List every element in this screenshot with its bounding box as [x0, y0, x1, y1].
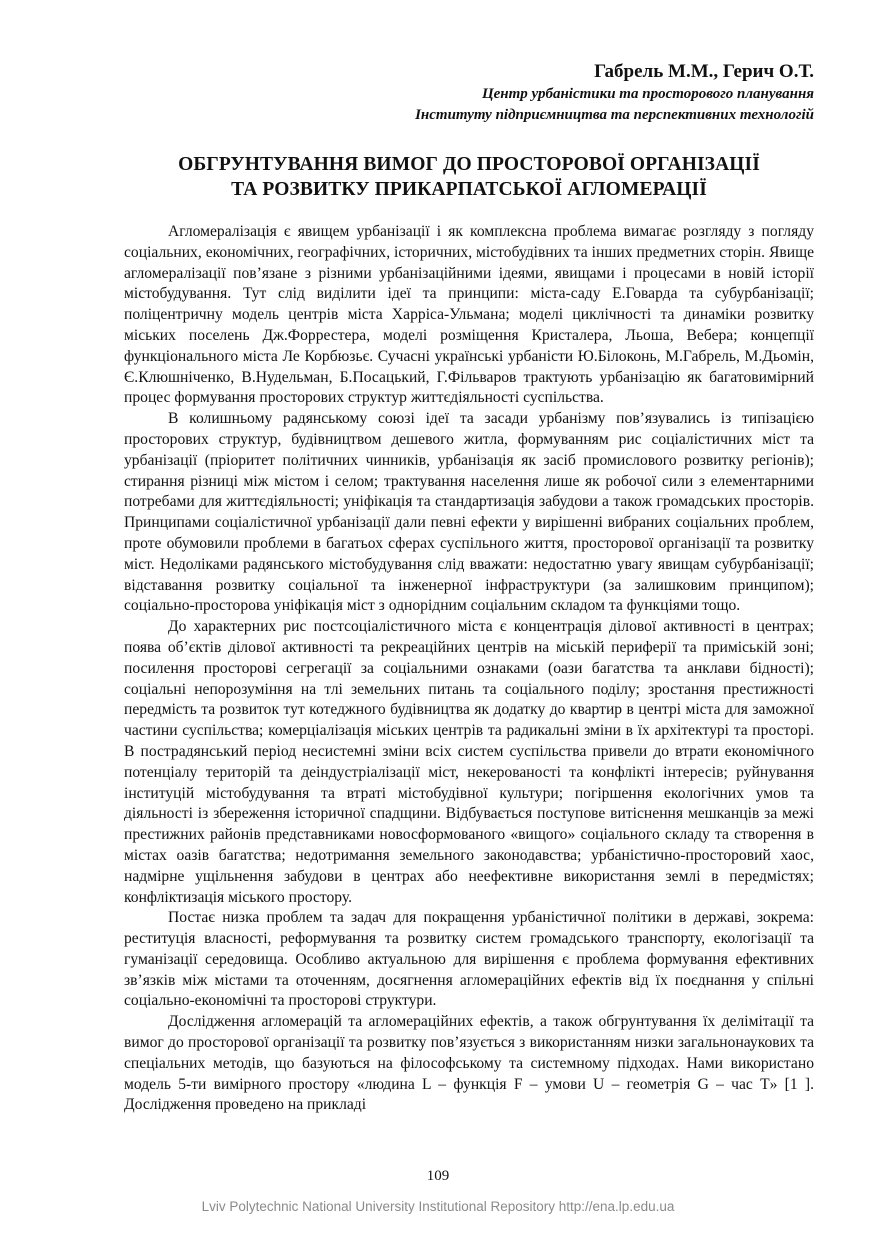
affiliation-center: Центр урбаністики та просторового планування — [481, 86, 814, 102]
title-line-2: ТА РОЗВИТКУ ПРИКАРПАТСЬКОЇ АГЛОМЕРАЦІЇ — [231, 179, 707, 200]
page-number: 109 — [426, 1168, 450, 1184]
article-title — [124, 152, 814, 202]
document-page — [124, 60, 814, 1116]
paragraph-1: Агломералізація є явищем урбанізації і як комплексна проблема вимагає розгляду з погляду соціальних, економічних, географічних, історичних, містобудівних та інших предметних сторін. Явище агломералізації пов’язане з різними урбанізаційними ідеями, явищами і процесами в новій історії містобудування. Тут слід виділити ідеї та принципи: міста-саду Е.Говарда та субурбанізації; поліцентричну модель центрів міста Харріса-Ульмана; моделі циклічності та динаміки розвитку міських поселень Дж.Форрестера, моделі розміщення Кристалера, Льоша, Вебера; концепції функціонального міста Ле Корбюзьє. Сучасні українські урбаністи Ю.Білоконь, М.Габрель, М.Дьомін, Є.Клюшніченко, В.Нудельман, Б.Посацький, Г.Фільваров трактують урбанізацію як багатовимірний процес формування просторових структур життєдіяльності суспільства. — [124, 223, 814, 407]
authors: Габрель М.М., Герич О.Т. — [594, 61, 814, 82]
paragraph-2: В колишньому радянському союзі ідеї та засади урбанізму пов’язувались із типізацією просторових структур, будівництвом дешевого житла, формуванням рис соціалістичних міст та урбанізації (пріоритет політичних чинників, урбанізація як засіб промислового розвитку регіонів); стирання різниці між містом і селом; трактування населення лише як робочої сили з елементарними потребами для життєдіяльності; уніфікація та стандартизація забудови а також громадських просторів. Принципами соціалістичної урбанізації дали певні ефекти у вирішенні вибраних соціальних проблем, проте обумовили проблеми в багатьох сферах суспільного життя, просторової організації та розвитку міст. Недоліками радянського містобудування слід вважати: недостатню увагу явищам субурбанізації; відставання розвитку соціальної та інженерної інфраструктури (за залишковим принципом); соціально-просторова уніфікація міст з однорідним соціальним складом та функціями тощо. — [124, 410, 814, 615]
paragraph-3: До характерних рис постсоціалістичного міста є концентрація ділової активності в центрах; поява об’єктів ділової активності та рекреаційних центрів на міській периферії та приміській зоні; посилення просторові сегрегації за соціальними ознаками (оази багатства та анклави бідності); соціальні непорозуміння на тлі земельних питань та соціального поділу; зростання престижності передмість та розвиток тут котеджного будівництва як додатку до квартир в центрі міста для заможної частини суспільства; комерціалізація міських центрів та радикальні зміни в їх архітектурі та просторі. В пострадянський період несистемні зміни всіх систем суспільства привели до втрати економічного потенціалу територій та деіндустріалізації міст, некерованості та конфлікті інтересів; руйнування інституцій містобудування та втраті містобудівної культури; погіршення екологічних умов та діяльності із збереження історичної спадщини. Відбувається поступове витіснення мешканців за межі престижних районів представниками новосформованого «вищого» соціального складу та створення в містах оазів багатства; недотримання земельного законодавства; урбаністично-просторовий хаос, надмірне ущільнення забудови в центрах або неефективне використання землі в передмістях; конфліктизація міського простору. — [124, 618, 814, 906]
repository-footer: Lviv Polytechnic National University Institutional Repository http://ena.lp.edu.ua — [201, 1199, 675, 1214]
affiliation-institute: Інституту підприємництва та перспективних технологій — [415, 107, 814, 123]
paragraph-5: Дослідження агломерацій та агломераційних ефектів, а також обгрунтування їх делімітації та вимог до просторової організації та розвитку пов’язується з використанням низки загальнонаукових та спеціальних методів, що базуються на філософському та системному підходах. Нами використано модель 5-ти вимірного простору «людина L – функція F – умови U – геометрія G – час T» [1 ]. Дослідження проведено на прикладі — [124, 1013, 814, 1114]
paragraph-4: Постає низка проблем та задач для покращення урбаністичної політики в державі, зокрема: реституція власності, реформування та розвитку систем громадського транспорту, екологізації та гуманізації середовища. Особливо актуальною для вирішення є проблема формування ефективних зв’язків між містами та оточенням, досягнення агломераційних ефектів від їх поєднання у спільні соціально-економічні та просторові структури. — [124, 909, 814, 1010]
title-line-1: ОБГРУНТУВАННЯ ВИМОГ ДО ПРОСТОРОВОЇ ОРГАНІЗАЦІЇ — [178, 154, 760, 175]
article-body — [124, 222, 814, 1116]
